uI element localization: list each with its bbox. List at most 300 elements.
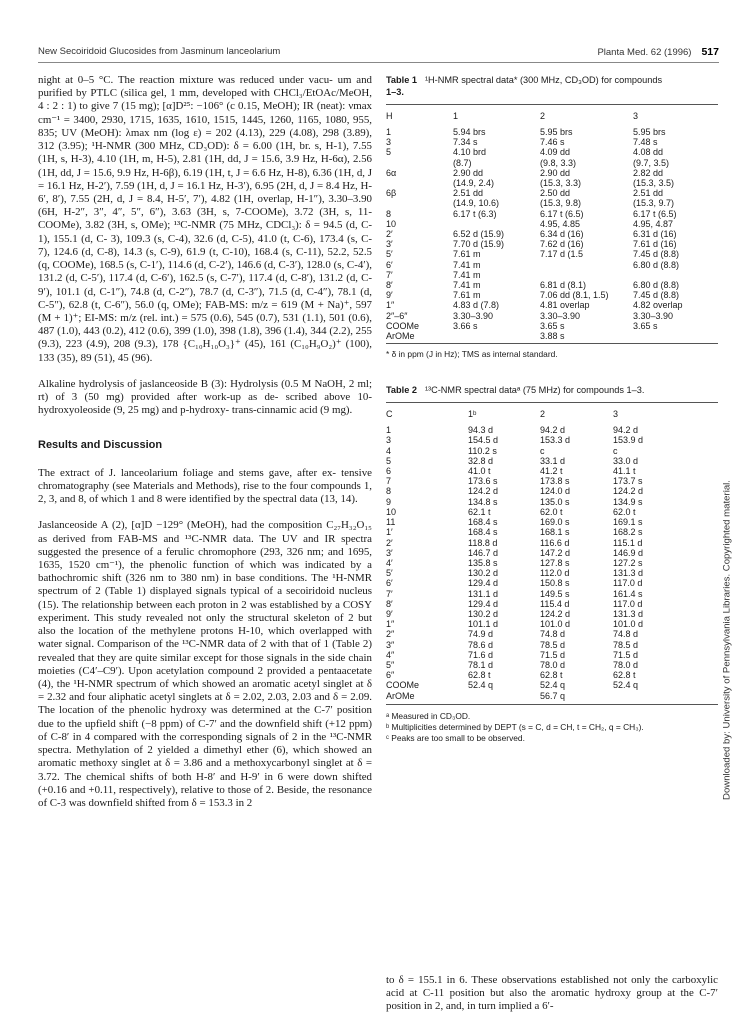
- text-line: (q, OMe); FAB-MS: m/z = 619 (M + Na)⁺, 597 (M + 1)⁺; EI-MS:: [38, 298, 372, 324]
- table-cell: 74.8 d: [540, 629, 566, 640]
- text-line: NaOH, 2 ml; rt) of 3 (50 mg) provided after work-up as de-: [38, 377, 372, 404]
- table-cell: 146.7 d: [468, 547, 499, 558]
- table-cell: 146.9 d: [613, 547, 644, 558]
- table-cell: 2.90 dd: [453, 167, 484, 178]
- table-row: [386, 629, 718, 639]
- table-cell: 173.6 s: [468, 476, 498, 487]
- table-cell: c: [540, 445, 545, 456]
- table2-caption: [386, 384, 718, 396]
- table-row: [386, 609, 718, 619]
- table-row: [386, 568, 718, 578]
- table-row: [386, 321, 718, 331]
- right-column: [386, 74, 718, 744]
- table-row: [386, 435, 718, 445]
- table2-grid: [386, 403, 718, 700]
- text-line: m/z (rel. int.) = 575 (0.6), 545 (0.7), 531 (1.1), 501 (0.6), 487: [38, 311, 372, 338]
- table-cell: 124.2 d: [468, 486, 499, 497]
- table-cell: 5.95 brs: [633, 127, 666, 137]
- table-cell: 71.5 d: [613, 649, 639, 660]
- text-line: only the structural skeleton of 2 but also the location of the: [38, 611, 372, 638]
- table-cell: 52.4 q: [613, 680, 639, 691]
- text-line: 124.6 (d, C-8), 14.3 (s, C-9), 61.9 (t, C-10), 168.4 (s, C-11), 52.2,: [53, 245, 350, 258]
- text-line: scribed above 10-hydroxyoleoside (9, 25 mg) and p-hydroxy-: [38, 391, 372, 417]
- table-cell: 2.82 dd: [633, 167, 664, 178]
- table2: [386, 384, 718, 743]
- table-cell: 3′: [386, 239, 393, 250]
- table-cell: 2′: [386, 537, 393, 548]
- table-cell: 169.0 s: [540, 517, 570, 528]
- table-row: [386, 300, 718, 310]
- text-line: The extract of J. lanceolarium foliage and stems gave, after ex-: [38, 466, 337, 479]
- table-cell: 94.3 d: [468, 425, 494, 436]
- table-cell: 5″: [386, 659, 395, 670]
- table1-grid: [386, 105, 718, 341]
- hydrolysis-paragraph: [38, 378, 372, 418]
- text-line: the side chain moieties (C4′–C9′). Upon acetylation compound: [38, 651, 372, 677]
- table-cell: 124.2 d: [613, 486, 644, 497]
- experimental-paragraph: [38, 74, 372, 365]
- table-cell: 7.46 s: [540, 137, 565, 148]
- text-line: at δ = 3.86 and a methoxycarbonyl singlet at δ = 3.72. The: [38, 757, 372, 783]
- table-cell: 9: [386, 496, 392, 507]
- table-cell: 117.0 d: [613, 598, 643, 609]
- table-cell: 62.8 t: [613, 670, 636, 681]
- table-cell: 1″: [386, 300, 395, 311]
- table-row: [386, 168, 718, 178]
- text-line: λmax nm (log ε) = 202 (4.13), 229 (4.08), 298 (3.89), 312 (3.95);: [38, 126, 372, 153]
- table-row: [386, 538, 718, 548]
- text-line: 1610, 1515, 1445, 1260, 1165, 1080, 955, 835; UV (MeOH):: [38, 113, 372, 139]
- table-cell: 7.61 d (16): [633, 239, 677, 250]
- table-cell: 6″: [386, 670, 395, 681]
- text-line: (15). The relationship between each proton in 2 was: [38, 598, 267, 611]
- text-line: 0.15, MeOH); IR (neat): νmax cm⁻¹ = 3400, 2930, 1715, 1635,: [38, 100, 372, 126]
- table-cell: 2.50 dd: [540, 188, 571, 199]
- table-cell: 6′: [386, 578, 393, 589]
- table-cell: 149.5 s: [540, 588, 570, 599]
- table-cell: [453, 331, 540, 341]
- table-cell: 7.61 m: [453, 249, 481, 260]
- table-cell: 4.09 dd: [540, 147, 571, 158]
- text-line: shift (+12 ppm) of C-8′ in 4 compared with the corresponding: [38, 717, 372, 743]
- table-row: [386, 239, 718, 249]
- table-cell: 4″: [386, 649, 395, 660]
- table-row: [386, 599, 718, 609]
- table-cell: 5′: [386, 568, 393, 579]
- table-cell: (9.7, 3.5): [633, 157, 670, 168]
- table-cell: 135.0 s: [540, 496, 570, 507]
- table-cell: 129.4 d: [468, 578, 499, 589]
- text-line: acetyl singlets at δ = 2.02, 2.03, 2.03 and δ = 2.09. The location: [38, 691, 372, 717]
- table-cell: (15.3, 3.3): [540, 178, 582, 189]
- table-cell: 11: [386, 517, 396, 528]
- table-cell: 52.4 q: [540, 680, 566, 691]
- table-cell: 101.1 d: [468, 619, 499, 630]
- table-cell: 6.81 d (8.1): [540, 280, 587, 291]
- table-cell: 62.0 t: [613, 506, 636, 517]
- table-row: [386, 456, 718, 466]
- table1-caption-line1: ¹H-NMR spectral data* (300 MHz, CD₃OD) for compounds: [424, 75, 663, 85]
- table-row: [386, 640, 718, 650]
- table-cell: 6.52 d (15.9): [453, 229, 505, 240]
- table-cell: 62.8 t: [468, 670, 491, 681]
- running-title: New Secoiridoid Glucosides from Jasminum lanceolarium: [38, 46, 281, 57]
- table2-bottom-rule: [386, 704, 718, 705]
- text-line: (293, 326 nm; and 1695, 1635, 1520 cm⁻¹), the phenolic: [38, 545, 372, 571]
- text-line: 2 provided a pentaacetate (4), the ¹H-NMR spectrum of which: [38, 664, 372, 690]
- table-row: [386, 425, 718, 435]
- table-cell: 78.0 d: [613, 659, 639, 670]
- table-cell: 8′: [386, 280, 393, 291]
- table1-label: Table 1: [386, 75, 417, 85]
- table-row: [386, 670, 718, 680]
- table-cell: 168.2 s: [613, 527, 643, 538]
- text-line: Comparison of the ¹³C-NMR data of 2 with that of 1 (Table 2): [97, 638, 372, 651]
- table-cell: 168.4 s: [468, 527, 498, 538]
- text-line: um and purified by PTLC (silica gel, 1 mm, developed with: [38, 74, 372, 100]
- table-cell: 118.8 d: [468, 537, 498, 548]
- text-line: Jaslanceoside A (2), [α]D −129° (MeOH), had the composition: [38, 519, 323, 532]
- table-cell: 71.5 d: [540, 649, 566, 660]
- table1-caption: [386, 74, 718, 98]
- table-cell: 7.45 d (8.8): [633, 290, 680, 301]
- table-row: [386, 219, 718, 229]
- table-cell: 154.5 d: [468, 435, 499, 446]
- table-cell: COOMe: [386, 320, 420, 331]
- table1: [386, 74, 718, 360]
- table-row: [386, 188, 718, 198]
- table-cell: 117.0 d: [613, 578, 643, 589]
- table-cell: [633, 331, 718, 341]
- table-cell: 7.62 d (16): [540, 239, 584, 250]
- table-row: [386, 680, 718, 690]
- text-line: trans-cinnamic acid (9 mg).: [231, 404, 353, 417]
- table-cell: 7.17 d (1.5: [540, 249, 584, 260]
- table-cell: 2.51 dd: [633, 188, 664, 199]
- table-cell: 7.41 m: [453, 269, 481, 280]
- table-cell: [613, 691, 718, 701]
- table-cell: 7.41 m: [453, 259, 481, 270]
- text-line: to δ = 155.1 in 6. These observations established not only the: [386, 974, 668, 986]
- table-row: [386, 558, 718, 568]
- table-cell: 3: [386, 435, 392, 446]
- text-line: CHCl₃/EtOAc/MeOH, 4 : 2 : 1) to give 7 (15 mg); [α]D²⁵: −106° (c: [38, 87, 372, 113]
- table-cell: [540, 260, 633, 270]
- table-cell: 169.1 s: [613, 517, 643, 528]
- table-cell: 116.6 d: [540, 537, 570, 548]
- table-row: [386, 260, 718, 270]
- table-cell: 3.65 s: [540, 320, 565, 331]
- table-cell: 4.95, 4.85: [540, 218, 581, 229]
- jaslanceoside-paragraph: [38, 519, 372, 810]
- text-line: 3.63 (3H, s, 7-COOMe), 3.72 (3H, s, 11-COOMe), 3.82 (3H, s,: [38, 206, 372, 232]
- table-cell: 110.2 s: [468, 445, 497, 456]
- table-row: [386, 290, 718, 300]
- table2-label: Table 2: [386, 385, 417, 396]
- table-cell: 3′: [386, 547, 393, 558]
- table-cell: [633, 270, 718, 280]
- table-cell: 52.4 q: [468, 680, 494, 691]
- table-cell: 6.17 t (6.3): [453, 208, 497, 219]
- table-cell: 3: [386, 137, 392, 148]
- table-cell: 6β: [386, 188, 397, 199]
- table-cell: 10: [386, 506, 397, 517]
- table-cell: 94.2 d: [613, 425, 639, 436]
- table-cell: [453, 219, 540, 229]
- table2-header-row: [386, 403, 718, 425]
- table-row: [386, 497, 718, 507]
- table-cell: 1: [386, 127, 392, 137]
- table-cell: 131.1 d: [468, 588, 499, 599]
- table-cell: 78.5 d: [540, 639, 566, 650]
- text-line: 52.5 (q, COOMe), 168.5 (s, C-1′), 114.6 (d, C-2′), 146.6 (d, C-3′),: [38, 245, 372, 272]
- table-cell: 62.0 t: [540, 506, 563, 517]
- table-cell: 62.8 t: [540, 670, 563, 681]
- table-cell: 7′: [386, 269, 393, 280]
- table-cell: 6.34 d (16): [540, 229, 584, 240]
- column-header: 3: [613, 409, 619, 420]
- table-cell: 127.2 s: [613, 557, 643, 568]
- table-cell: 101.0 d: [540, 619, 571, 630]
- table-row: [386, 619, 718, 629]
- table-cell: 7.48 s: [633, 137, 658, 148]
- table-cell: [386, 158, 453, 168]
- table-cell: 78.5 d: [613, 639, 639, 650]
- text-line: the four compounds 1, 2, 3, and 8, of which 1 and 8 were: [38, 479, 372, 506]
- table-cell: 131.3 d: [613, 608, 644, 619]
- table-cell: 78.1 d: [468, 659, 494, 670]
- journal-info: [597, 46, 719, 58]
- table-cell: 3.65 s: [633, 320, 658, 331]
- text-line: s, H-3), 4.10 (1H, m, H-5), 2.81 (1H, dd, J = 15.6, 3.9 Hz, H-6α),: [60, 153, 350, 166]
- table-cell: 1″: [386, 619, 395, 630]
- table-cell: 71.6 d: [468, 649, 494, 660]
- results-paragraph: [38, 467, 372, 507]
- table-cell: 153.3 d: [540, 435, 571, 446]
- table-row: [386, 198, 718, 208]
- table-cell: 3.30–3.90: [453, 310, 494, 321]
- table-row: [386, 578, 718, 588]
- column-header: 2: [540, 111, 546, 121]
- table-cell: (15.3, 9.8): [540, 198, 582, 209]
- table-cell: 33.1 d: [540, 455, 566, 466]
- table1-header-row: [386, 105, 718, 127]
- text-line: 2.56 (1H, dd, J = 15.6, 9.9 Hz, H-6β), 6.19 (1H, t, J = 6.6 Hz, H-8),: [38, 153, 372, 179]
- text-line: 3), 109.3 (s, C-4), 32.6 (d, C-5), 41.0 (t, C-6), 173.4 (s, C-7),: [38, 232, 372, 258]
- table-cell: 4.82 overlap: [633, 300, 683, 311]
- table-cell: 161.4 s: [613, 588, 643, 599]
- table-cell: 74.8 d: [613, 629, 639, 640]
- table-cell: 173.8 s: [540, 476, 570, 487]
- table-cell: [468, 691, 540, 701]
- table-cell: 5.94 brs: [453, 127, 486, 137]
- continuation-paragraph: [386, 974, 718, 1014]
- text-line: (1.0), 443 (0.2), 412 (0.6), 399 (1.0), 398 (1.8), 396 (1.4), 344: [57, 325, 327, 338]
- table-cell: 94.2 d: [540, 425, 566, 436]
- table-cell: 112.0 d: [540, 568, 570, 579]
- table-cell: 4.08 dd: [633, 147, 664, 158]
- table-row: [386, 446, 718, 456]
- table-cell: 3.30–3.90: [633, 310, 674, 321]
- table-cell: 3.30–3.90: [540, 310, 581, 321]
- table-row: [386, 147, 718, 157]
- text-line: showed an aromatic acetyl singlet at δ = 2.32 and four aliphatic: [38, 677, 373, 704]
- table2-footnotes: [386, 711, 718, 744]
- table-cell: 74.9 d: [468, 629, 494, 640]
- text-line: established by a COSY experiment. This study revealed not: [38, 598, 372, 624]
- table-row: [386, 137, 718, 147]
- text-line: (326 nm to 380 nm) in base conditions. The ¹H-NMR spectrum: [38, 572, 372, 598]
- table-cell: 7.45 d (8.8): [633, 249, 680, 260]
- table-cell: 62.1 t: [468, 506, 491, 517]
- table-row: [386, 527, 718, 537]
- table-cell: 6.80 d (8.8): [633, 280, 680, 291]
- table2-footnote: ᵇ Multiplicities determined by DEPT (s = C, d = CH, t = CH₂, q = CH₃).: [386, 721, 644, 732]
- table-cell: 4.10 brd: [453, 147, 487, 158]
- table-cell: (8.7): [453, 157, 472, 168]
- table-cell: 150.8 s: [540, 578, 570, 589]
- table-cell: 168.1 s: [540, 527, 570, 538]
- table-cell: 7.34 s: [453, 137, 478, 148]
- table-cell: [386, 198, 453, 208]
- section-heading: Results and Discussion: [38, 439, 163, 452]
- text-line: 128.0 (s, C-4′), 131.2 (d, C-5′), 117.4 (d, C-6′), 162.5 (s, C-7′),: [38, 259, 372, 285]
- table-cell: 6.17 t (6.5): [540, 208, 584, 219]
- table1-footnote: * δ in ppm (J in Hz); TMS as internal standard.: [386, 349, 558, 360]
- table-cell: 8: [386, 486, 392, 497]
- table-cell: 9′: [386, 290, 393, 301]
- text-line: 6.95 (2H, d, J = 8.4 Hz, H-6′, 8′), 7.55 (2H, d, J = 8.4, H-5′, 7′),: [38, 179, 372, 205]
- journal-citation: Planta Med. 62 (1996): [597, 47, 692, 58]
- table-cell: 8′: [386, 598, 393, 609]
- page-number: 517: [701, 46, 719, 58]
- table-cell: (14.9, 10.6): [453, 198, 500, 209]
- column-header: 2: [540, 409, 546, 420]
- column-header: 1ᵇ: [468, 409, 477, 420]
- table-row: [386, 178, 718, 188]
- text-line: dimethyl ether (6), which showed an aromatic methoxy singlet: [38, 744, 372, 770]
- table-cell: 101.0 d: [613, 619, 644, 630]
- table-row: [386, 660, 718, 670]
- text-line: Alkaline hydrolysis of jaslanceoside B (3): Hydrolysis (0.5 M: [38, 377, 312, 390]
- table-row: [386, 158, 718, 168]
- table-row: [386, 229, 718, 239]
- table-cell: 4.81 overlap: [540, 300, 590, 311]
- table-cell: 3″: [386, 639, 395, 650]
- table-cell: 173.7 s: [613, 476, 643, 487]
- table-row: [386, 280, 718, 290]
- text-line: and IR spectra suggested the presence of a ferulic chromophore: [38, 532, 372, 558]
- text-line: 78.7 (d, C-3″), 71.5 (d, C-4″), 78.1 (d, C-5″), 62.8 (t, C-6″), 56.0: [38, 285, 372, 311]
- table-cell: 32.8 d: [468, 455, 494, 466]
- table-row: [386, 311, 718, 321]
- text-line: signals of 2 in the ¹³C-NMR spectra. Methylation of 2 yielded a: [38, 730, 372, 757]
- table-cell: 41.1 t: [613, 466, 636, 477]
- text-line: group at the C-7′ position in 2, and, in turn implied a 6′-: [386, 987, 718, 1013]
- table-cell: 7: [386, 476, 392, 487]
- table-cell: 2.90 dd: [540, 167, 571, 178]
- table-cell: 153.9 d: [613, 435, 644, 446]
- table-cell: 6.31 d (16): [633, 229, 677, 240]
- table-cell: ArOMe: [386, 690, 415, 701]
- table-cell: (9.8, 3.3): [540, 157, 577, 168]
- text-line: carboxylic acid at C-11 position but also the aromatic hydroxy: [386, 974, 718, 1000]
- column-header: 1: [453, 111, 459, 121]
- table-cell: 7.70 d (15.9): [453, 239, 505, 250]
- text-line: (2.2), 255 (9.3), 223 (4.9), 208 (9.3), 178 {C₁₀H₁₀O₃}⁺ (45), 161: [38, 325, 372, 351]
- table-cell: 115.4 d: [540, 598, 570, 609]
- table-cell: 4.95, 4.87: [633, 218, 674, 229]
- table-cell: 6′: [386, 259, 393, 270]
- table-cell: c: [613, 445, 618, 456]
- download-notice: Downloaded by: University of Pennsylvania Libraries. Copyrighted material.: [721, 480, 733, 800]
- table-cell: (15.3, 9.7): [633, 198, 675, 209]
- table-row: [386, 466, 718, 476]
- text-line: (+0.16 and +0.11, respectively), relative to those of 2. Beside,: [38, 783, 310, 796]
- table-cell: 56.7 q: [540, 690, 566, 701]
- table-cell: 131.3 d: [613, 568, 644, 579]
- table-cell: ArOMe: [386, 331, 415, 342]
- text-line: function of which was indicated by a bathochromic shift: [38, 559, 372, 585]
- column-header: H: [386, 111, 393, 121]
- table-cell: 134.8 s: [468, 496, 498, 507]
- table-cell: 7.06 dd (8.1, 1.5): [540, 290, 609, 301]
- table-cell: 127.8 s: [540, 557, 570, 568]
- text-line: 4.82 (1H, overlap, H-1″), 3.30–3.90 (6H, H-2″, 3″, 4″, 5″, 6″),: [38, 192, 372, 219]
- table-cell: 10: [386, 218, 397, 229]
- table-cell: 4: [386, 445, 392, 456]
- table-cell: 6.17 t (6.5): [633, 208, 677, 219]
- text-line: night at 0–5 °C. The reaction mixture was reduced under vacu-: [38, 74, 333, 86]
- table-row: [386, 486, 718, 496]
- table1-bottom-rule: [386, 343, 718, 344]
- column-header: 3: [633, 111, 639, 121]
- text-line: 117.4 (d, C-8′), 131.2 (d, C-9′), 101.1 (d, C-1″), 74.8 (d, C-2″),: [38, 272, 373, 298]
- table-row: [386, 331, 718, 341]
- text-line: OMe); ¹³C-NMR (75 MHz, CDCl₃): δ = 94.5 (d, C-1), 155.1 (d, C-: [38, 219, 372, 245]
- table-cell: 8: [386, 208, 392, 219]
- left-column: [38, 74, 372, 810]
- table-cell: 41.0 t: [468, 466, 491, 477]
- table-cell: 124.0 d: [540, 486, 571, 497]
- table-cell: 3.88 s: [540, 331, 565, 342]
- table-cell: 130.2 d: [468, 608, 499, 619]
- table-cell: 4′: [386, 557, 393, 568]
- table-cell: 5′: [386, 249, 393, 260]
- text-line: tensive chromatography (see Materials and Methods), rise to: [38, 466, 372, 492]
- table-row: [386, 691, 718, 701]
- table-cell: 2′: [386, 229, 393, 240]
- table-row: [386, 270, 718, 280]
- text-line: the resonance of C-3 was downfield shifted from δ = 153.3 in 2: [38, 783, 372, 809]
- table1-caption-line2: 1–3.: [386, 87, 404, 97]
- table-cell: 2.51 dd: [453, 188, 484, 199]
- table-cell: 6α: [386, 167, 397, 178]
- text-line: revealed that they are quite similar except for those signals in: [38, 651, 309, 664]
- header-rule: [38, 62, 719, 63]
- table-row: [386, 249, 718, 259]
- table-row: [386, 476, 718, 486]
- table-cell: 7.61 m: [453, 290, 481, 301]
- text-line: of the phenolic hydroxy was determined at the C-7′ position: [98, 704, 372, 717]
- table-cell: 168.4 s: [468, 517, 498, 528]
- table-cell: [386, 178, 453, 188]
- table-cell: 135.8 s: [468, 557, 498, 568]
- table-cell: 6: [386, 466, 392, 477]
- right-column-text: [386, 974, 718, 1014]
- text-line: (C₁₀H₉O₂)⁺ (100), 133 (35), 89 (51), 45 (96).: [38, 338, 372, 364]
- table-row: [386, 650, 718, 660]
